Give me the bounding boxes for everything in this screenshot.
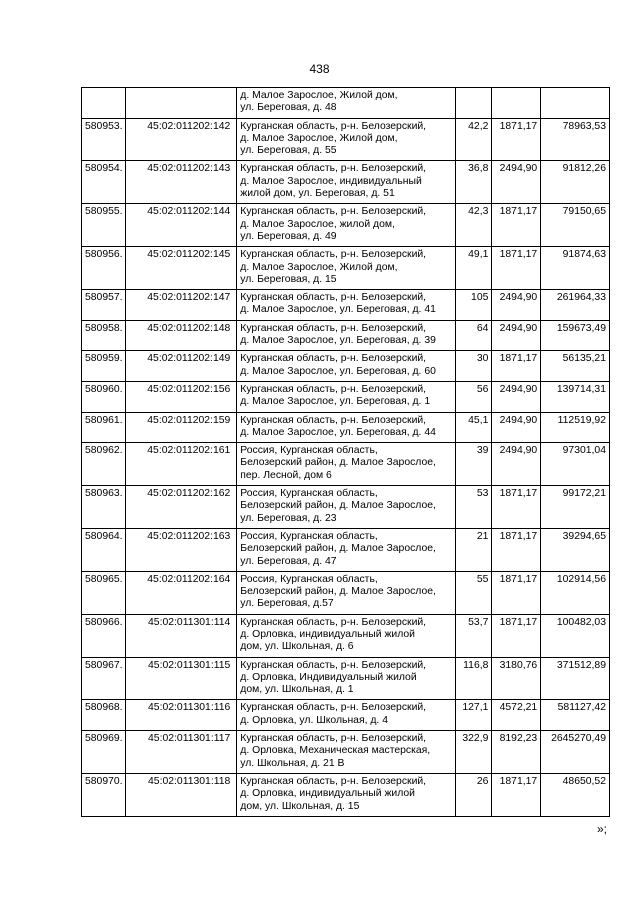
- area-cell: 53,7: [455, 614, 492, 657]
- row-number-cell: 580961.: [82, 412, 126, 443]
- address-cell: [237, 290, 456, 321]
- rate-cell: 1871,17: [492, 773, 541, 816]
- cadastral-value-cell: 112519,92: [541, 412, 610, 443]
- cadastral-number-cell: 45:02:011202:156: [126, 381, 237, 412]
- address-line: Курганская область, р-н. Белозерский,: [240, 206, 427, 218]
- area-cell: 21: [455, 528, 492, 571]
- row-number-cell: 580962.: [82, 443, 126, 486]
- rate-cell: 1871,17: [492, 204, 541, 247]
- cadastral-value-cell: 48650,52: [541, 773, 610, 816]
- address-line: жилой дом, ул. Береговая, д. 51: [240, 188, 395, 200]
- rate-cell: 2494,90: [492, 320, 541, 351]
- address-cell: [237, 351, 456, 382]
- cadastral-value-cell: 78963,53: [541, 118, 610, 161]
- rate-cell: 2494,90: [492, 290, 541, 321]
- address-line: Курганская область, р-н. Белозерский,: [240, 120, 427, 132]
- cadastral-value-cell: 91874,63: [541, 247, 610, 290]
- cadastral-value-cell: 581127,42: [541, 700, 610, 731]
- address-line: д. Орловка, Механическая мастерская,: [240, 745, 431, 757]
- address-line: д. Малое Зарослое, ул. Береговая, д. 41: [240, 304, 436, 316]
- row-number-cell: 580968.: [82, 700, 126, 731]
- cadastral-value-cell: 2645270,49: [541, 731, 610, 774]
- area-cell: 39: [455, 443, 492, 486]
- cadastral-number-cell: 45:02:011301:116: [126, 700, 237, 731]
- cadastral-number-cell: 45:02:011202:143: [126, 161, 237, 204]
- address-cell: [237, 88, 456, 119]
- cadastral-number-cell: 45:02:011301:115: [126, 657, 237, 700]
- table-row: [82, 486, 610, 529]
- address-cell: [237, 381, 456, 412]
- page-number: 438: [309, 62, 330, 76]
- address-line: Россия, Курганская область,: [240, 445, 378, 457]
- address-line: д. Малое Зарослое, ул. Береговая, д. 60: [240, 365, 436, 377]
- cadastral-value-cell: 371512,89: [541, 657, 610, 700]
- address-line: ул. Береговая, д. 55: [240, 145, 337, 157]
- table-row: [82, 731, 610, 774]
- address-line: дом, ул. Школьная, д. 6: [240, 641, 354, 653]
- row-number-cell: [82, 88, 126, 119]
- address-line: д. Малое Зарослое, Жилой дом,: [240, 90, 398, 101]
- cadastral-number-cell: 45:02:011202:148: [126, 320, 237, 351]
- cadastral-number-cell: 45:02:011202:162: [126, 486, 237, 529]
- row-number-cell: 580956.: [82, 247, 126, 290]
- address-cell: [237, 731, 456, 774]
- table-row: [82, 161, 610, 204]
- address-line: Белозерский район, д. Малое Зарослое,: [240, 543, 436, 555]
- address-line: пер. Лесной, дом 6: [240, 469, 332, 481]
- row-number-cell: 580969.: [82, 731, 126, 774]
- address-line: Белозерский район, д. Малое Зарослое,: [240, 586, 436, 598]
- address-line: д. Малое Зарослое, жилой дом,: [240, 218, 395, 230]
- cadastral-number-cell: 45:02:011202:159: [126, 412, 237, 443]
- cadastral-number-cell: 45:02:011202:145: [126, 247, 237, 290]
- address-line: Курганская область, р-н. Белозерский,: [240, 775, 427, 787]
- row-number-cell: 580965.: [82, 571, 126, 614]
- address-line: Курганская область, р-н. Белозерский,: [240, 353, 427, 365]
- cadastral-number-cell: 45:02:011202:163: [126, 528, 237, 571]
- address-line: Россия, Курганская область,: [240, 488, 378, 500]
- area-cell: 26: [455, 773, 492, 816]
- address-line: Курганская область, р-н. Белозерский,: [240, 659, 427, 671]
- area-cell: 127,1: [455, 700, 492, 731]
- address-line: Белозерский район, д. Малое Зарослое,: [240, 500, 436, 512]
- area-cell: 105: [455, 290, 492, 321]
- address-cell: [237, 118, 456, 161]
- address-line: Курганская область, р-н. Белозерский,: [240, 616, 427, 628]
- address-cell: [237, 161, 456, 204]
- rate-cell: 2494,90: [492, 381, 541, 412]
- row-number-cell: 580967.: [82, 657, 126, 700]
- address-line: д. Малое Зарослое, индивидуальный: [240, 175, 422, 187]
- rate-cell: 1871,17: [492, 486, 541, 529]
- table-row: [82, 88, 610, 119]
- area-cell: 30: [455, 351, 492, 382]
- address-line: д. Малое Зарослое, Жилой дом,: [240, 261, 398, 273]
- table-row: [82, 412, 610, 443]
- address-cell: [237, 320, 456, 351]
- address-line: ул. Береговая, д.57: [240, 598, 334, 610]
- address-cell: [237, 614, 456, 657]
- address-line: Россия, Курганская область,: [240, 573, 378, 585]
- area-cell: 56: [455, 381, 492, 412]
- cadastral-number-cell: 45:02:011202:142: [126, 118, 237, 161]
- register-body: [82, 88, 610, 817]
- area-cell: 64: [455, 320, 492, 351]
- cadastral-number-cell: 45:02:011202:144: [126, 204, 237, 247]
- address-line: Курганская область, р-н. Белозерский,: [240, 702, 427, 714]
- area-cell: 116,8: [455, 657, 492, 700]
- address-line: Курганская область, р-н. Белозерский,: [240, 414, 427, 426]
- address-line: Курганская область, р-н. Белозерский,: [240, 292, 427, 304]
- address-line: дом, ул. Школьная, д. 1: [240, 684, 354, 696]
- property-register-table: [81, 87, 610, 817]
- row-number-cell: 580958.: [82, 320, 126, 351]
- rate-cell: 3180,76: [492, 657, 541, 700]
- rate-cell: 1871,17: [492, 571, 541, 614]
- cadastral-number-cell: 45:02:011202:164: [126, 571, 237, 614]
- address-line: ул. Береговая, д. 15: [240, 273, 337, 285]
- cadastral-number-cell: [126, 88, 237, 119]
- address-line: Россия, Курганская область,: [240, 530, 378, 542]
- table-row: [82, 290, 610, 321]
- cadastral-value-cell: 97301,04: [541, 443, 610, 486]
- rate-cell: 1871,17: [492, 118, 541, 161]
- address-cell: [237, 773, 456, 816]
- address-line: д. Малое Зарослое, Жилой дом,: [240, 132, 398, 144]
- cadastral-value-cell: 99172,21: [541, 486, 610, 529]
- table-row: [82, 204, 610, 247]
- table-row: [82, 320, 610, 351]
- address-cell: [237, 247, 456, 290]
- table-row: [82, 773, 610, 816]
- address-line: д. Орловка, ул. Школьная, д. 4: [240, 714, 388, 726]
- table-row: [82, 118, 610, 161]
- address-line: Курганская область, р-н. Белозерский,: [240, 163, 427, 175]
- table-row: [82, 614, 610, 657]
- rate-cell: 1871,17: [492, 247, 541, 290]
- area-cell: 45,1: [455, 412, 492, 443]
- cadastral-value-cell: 159673,49: [541, 320, 610, 351]
- row-number-cell: 580966.: [82, 614, 126, 657]
- address-cell: [237, 571, 456, 614]
- row-number-cell: 580970.: [82, 773, 126, 816]
- area-cell: 55: [455, 571, 492, 614]
- row-number-cell: 580957.: [82, 290, 126, 321]
- cadastral-value-cell: 102914,56: [541, 571, 610, 614]
- cadastral-value-cell: 79150,65: [541, 204, 610, 247]
- table-row: [82, 247, 610, 290]
- cadastral-number-cell: 45:02:011202:161: [126, 443, 237, 486]
- area-cell: 322,9: [455, 731, 492, 774]
- address-line: д. Орловка, индивидуальный жилой: [240, 628, 415, 640]
- address-cell: [237, 657, 456, 700]
- rate-cell: 1871,17: [492, 351, 541, 382]
- address-line: д. Малое Зарослое, ул. Береговая, д. 44: [240, 426, 436, 438]
- cadastral-number-cell: 45:02:011202:149: [126, 351, 237, 382]
- area-cell: 49,1: [455, 247, 492, 290]
- table-row: [82, 657, 610, 700]
- table-row: [82, 381, 610, 412]
- address-line: д. Малое Зарослое, ул. Береговая, д. 1: [240, 396, 431, 408]
- row-number-cell: 580963.: [82, 486, 126, 529]
- address-cell: [237, 700, 456, 731]
- cadastral-number-cell: 45:02:011202:147: [126, 290, 237, 321]
- address-line: ул. Береговая, д. 48: [240, 102, 337, 114]
- address-line: Курганская область, р-н. Белозерский,: [240, 249, 427, 261]
- area-cell: 42,2: [455, 118, 492, 161]
- table-row: [82, 351, 610, 382]
- address-line: ул. Береговая, д. 49: [240, 230, 337, 242]
- address-line: д. Малое Зарослое, ул. Береговая, д. 39: [240, 335, 436, 347]
- table-row: [82, 571, 610, 614]
- rate-cell: 1871,17: [492, 614, 541, 657]
- address-line: ул. Береговая, д. 23: [240, 512, 337, 524]
- table-row: [82, 528, 610, 571]
- address-line: д. Орловка, Индивидуальный жилой: [240, 671, 417, 683]
- address-line: дом, ул. Школьная, д. 15: [240, 800, 360, 812]
- rate-cell: [492, 88, 541, 119]
- address-line: Белозерский район, д. Малое Зарослое,: [240, 457, 436, 469]
- row-number-cell: 580954.: [82, 161, 126, 204]
- cadastral-value-cell: 39294,65: [541, 528, 610, 571]
- address-line: ул. Школьная, д. 21 В: [240, 757, 345, 769]
- area-cell: 36,8: [455, 161, 492, 204]
- table-row: [82, 443, 610, 486]
- cadastral-value-cell: 100482,03: [541, 614, 610, 657]
- cadastral-value-cell: 56135,21: [541, 351, 610, 382]
- closing-quote-mark: »;: [597, 822, 608, 836]
- address-line: Курганская область, р-н. Белозерский,: [240, 383, 427, 395]
- row-number-cell: 580960.: [82, 381, 126, 412]
- address-cell: [237, 204, 456, 247]
- row-number-cell: 580953.: [82, 118, 126, 161]
- rate-cell: 2494,90: [492, 412, 541, 443]
- address-cell: [237, 443, 456, 486]
- area-cell: [455, 88, 492, 119]
- area-cell: 53: [455, 486, 492, 529]
- cadastral-value-cell: 261964,33: [541, 290, 610, 321]
- rate-cell: 2494,90: [492, 161, 541, 204]
- cadastral-value-cell: 91812,26: [541, 161, 610, 204]
- cadastral-value-cell: [541, 88, 610, 119]
- address-cell: [237, 486, 456, 529]
- address-cell: [237, 412, 456, 443]
- address-line: ул. Береговая, д. 47: [240, 555, 337, 567]
- cadastral-value-cell: 139714,31: [541, 381, 610, 412]
- area-cell: 42,3: [455, 204, 492, 247]
- rate-cell: 1871,17: [492, 528, 541, 571]
- rate-cell: 2494,90: [492, 443, 541, 486]
- address-line: Курганская область, р-н. Белозерский,: [240, 733, 427, 745]
- row-number-cell: 580959.: [82, 351, 126, 382]
- cadastral-number-cell: 45:02:011301:117: [126, 731, 237, 774]
- address-line: д. Орловка, индивидуальный жилой: [240, 788, 415, 800]
- address-line: Курганская область, р-н. Белозерский,: [240, 322, 427, 334]
- table-row: [82, 700, 610, 731]
- cadastral-number-cell: 45:02:011301:114: [126, 614, 237, 657]
- row-number-cell: 580964.: [82, 528, 126, 571]
- address-cell: [237, 528, 456, 571]
- row-number-cell: 580955.: [82, 204, 126, 247]
- cadastral-number-cell: 45:02:011301:118: [126, 773, 237, 816]
- rate-cell: 8192,23: [492, 731, 541, 774]
- rate-cell: 4572,21: [492, 700, 541, 731]
